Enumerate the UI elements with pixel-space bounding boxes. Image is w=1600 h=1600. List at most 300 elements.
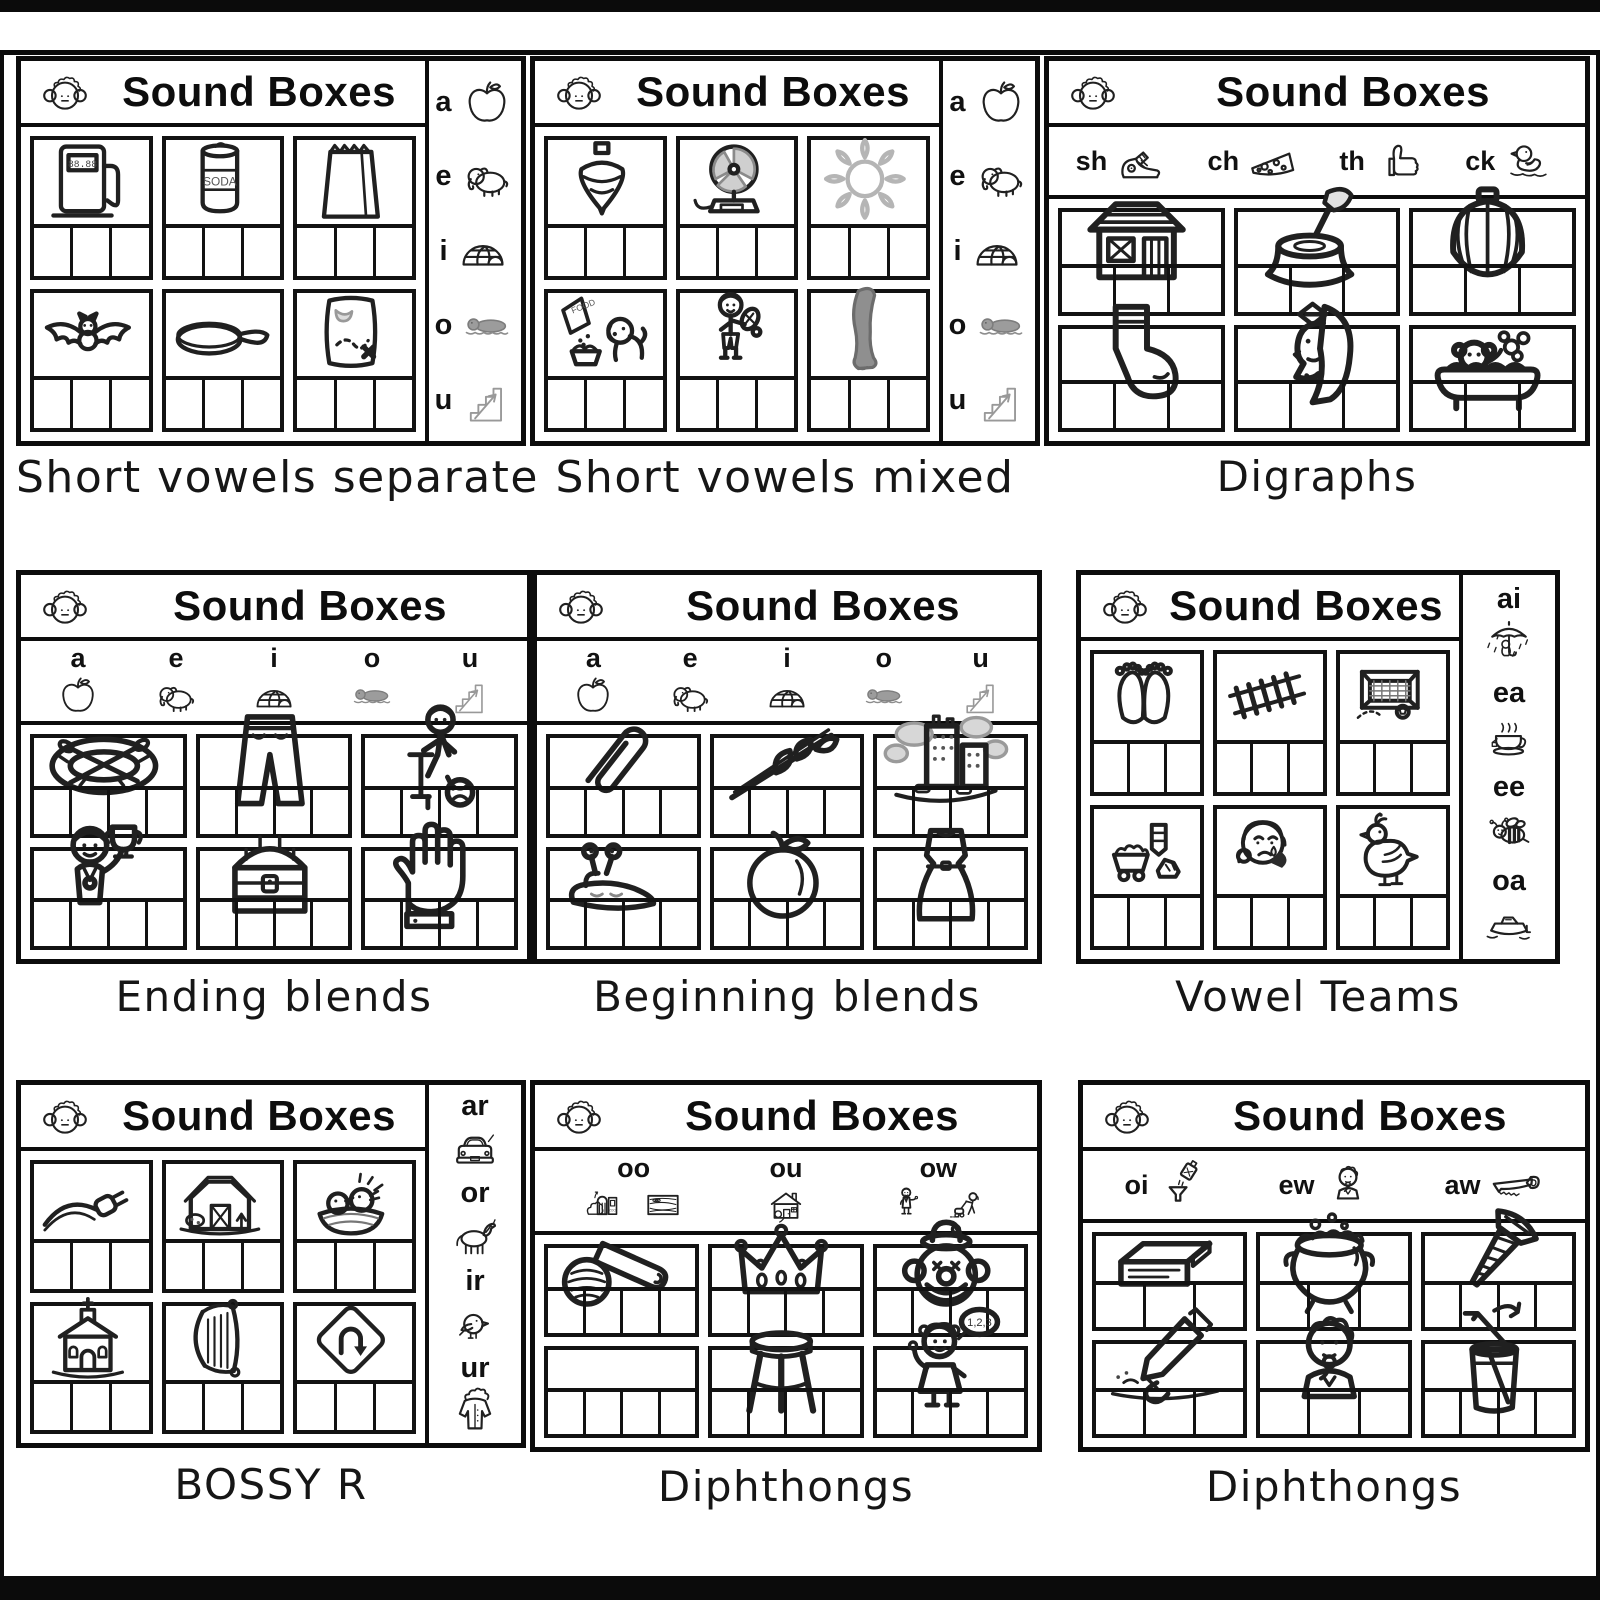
sound-box-row (1217, 894, 1323, 946)
sound-box-row (714, 898, 861, 946)
card-picture-count-girl (877, 1317, 1024, 1389)
card-sun (807, 136, 930, 280)
cards-grid (1083, 1223, 1585, 1447)
sound-box-row (1096, 1388, 1243, 1434)
sound-box (166, 380, 202, 428)
svg-text:FOOD: FOOD (569, 296, 597, 316)
sound-box (1518, 384, 1572, 428)
key-u (949, 373, 1030, 427)
card-picture-screw (1425, 1236, 1572, 1281)
key-label-ow: ow (919, 1152, 958, 1183)
card-rail-track (1213, 650, 1327, 796)
sound-box (34, 1243, 70, 1289)
card-chew-kid (1256, 1340, 1411, 1439)
feet-icon (1094, 644, 1200, 749)
cards-grid (535, 1235, 1037, 1447)
sound-box-row (1260, 1388, 1407, 1434)
card-picture-treasure-map (297, 293, 412, 377)
sound-box (1164, 744, 1200, 792)
panel-header (21, 61, 425, 127)
bat-icon (34, 278, 149, 391)
fan-icon (680, 125, 795, 238)
card-picture-plum (714, 851, 861, 899)
key-label-o: o (434, 309, 453, 342)
sound-box (659, 902, 696, 946)
panel-header (1083, 1085, 1585, 1151)
key-label-th: th (1339, 145, 1365, 176)
sound-box (1094, 744, 1127, 792)
card-feed-dog (544, 289, 667, 433)
key-label-a: a (949, 85, 966, 118)
sound-box (755, 380, 794, 428)
spinning-top-icon (548, 125, 663, 238)
sound-box (70, 228, 109, 276)
sound-box (34, 1384, 70, 1430)
sound-box-row (548, 1287, 695, 1333)
sound-box (548, 380, 584, 428)
panel-title: Sound Boxes (1169, 582, 1443, 629)
caption-short-vowels-separate: Short vowels separate (16, 452, 539, 503)
car-icon (447, 1121, 503, 1175)
key-label-a: a (70, 642, 86, 673)
caption-vowel-teams: Vowel Teams (1175, 972, 1461, 1021)
sound-box (166, 228, 202, 276)
sound-box (1164, 898, 1200, 946)
bird-icon (447, 1296, 503, 1350)
sound-box-row (34, 898, 183, 946)
key-e (435, 150, 514, 204)
panel-main (21, 61, 425, 441)
sound-box (1358, 1392, 1408, 1434)
monkey-icon (1063, 66, 1123, 118)
card-picture-scoop (548, 1248, 695, 1287)
cards-grid (1049, 199, 1585, 441)
key-label-oa: oa (1492, 864, 1526, 897)
monkey-icon (35, 66, 95, 118)
card-picture-shed (1062, 212, 1221, 264)
sound-box (584, 228, 623, 276)
monkey-icon (35, 1090, 95, 1142)
key-ar (447, 1091, 503, 1175)
cards-grid (1081, 641, 1459, 959)
card-picture-weep-girl (1217, 809, 1323, 895)
sound-box (202, 380, 241, 428)
sound-box-row (166, 376, 281, 428)
sound-box-row (1094, 894, 1200, 946)
sound-box (34, 228, 70, 276)
sound-box (109, 1384, 148, 1430)
sound-box-row (297, 224, 412, 276)
rain-umbrella-icon (1481, 614, 1537, 668)
key-label-aw: aw (1444, 1169, 1481, 1200)
sound-box (1287, 898, 1323, 946)
sound-box (949, 902, 986, 946)
sound-box (334, 1243, 373, 1289)
card-spinning-top (544, 136, 667, 280)
sound-box (1260, 1392, 1307, 1434)
card-bath-kid (1409, 325, 1576, 433)
sound-box (1307, 1392, 1357, 1434)
card-paper-bag (293, 136, 416, 280)
card-picture-feet (1094, 654, 1200, 740)
monkey-icon (549, 66, 609, 118)
sound-box-row (1340, 894, 1446, 946)
key-label-u: u (948, 383, 967, 416)
page-frame-divider (0, 50, 1600, 55)
panel-main (1081, 575, 1459, 959)
panel-title: Sound Boxes (122, 1092, 396, 1139)
sun-icon (811, 125, 926, 238)
card-picture-gas-pump (34, 140, 149, 224)
otter-icon (459, 298, 515, 352)
sound-box (712, 1392, 747, 1434)
sound-box-row (297, 376, 412, 428)
sound-box-row (811, 376, 926, 428)
sound-box (145, 902, 183, 946)
vowel-key-column (425, 1085, 521, 1443)
key-o (435, 298, 516, 352)
sound-box-row (877, 1388, 1024, 1434)
card-chest (196, 847, 353, 951)
card-count-girl (873, 1317, 1028, 1439)
key-label-sh: sh (1075, 145, 1108, 176)
card-picture-draw-hand (1096, 1344, 1243, 1389)
card-chin-girl (1234, 325, 1401, 433)
monkey-icon (551, 580, 611, 632)
key-label-ee: ee (1492, 770, 1526, 803)
pan-icon (166, 278, 281, 391)
gas-pump-icon (34, 125, 149, 238)
page-frame-bottom (0, 1576, 1600, 1600)
sound-box-row (548, 376, 663, 428)
sound-box (1340, 898, 1373, 946)
sound-box (848, 380, 887, 428)
sound-box-row (297, 1380, 412, 1430)
sound-box (334, 380, 373, 428)
sound-box (69, 902, 107, 946)
sound-box (987, 902, 1024, 946)
card-treasure-map (293, 289, 416, 433)
sound-box-row (34, 376, 149, 428)
sound-box (373, 1243, 412, 1289)
key-ir (447, 1266, 503, 1350)
quail-icon (1340, 799, 1446, 904)
sound-box (548, 1392, 583, 1434)
sound-box (716, 228, 755, 276)
key-label-o: o (875, 642, 893, 673)
sound-box (583, 1291, 621, 1333)
sound-box (622, 902, 659, 946)
sound-box (620, 1291, 658, 1333)
card-picture-straw-glass (1425, 1344, 1572, 1389)
cards-grid (21, 725, 527, 959)
card-goal-net (1336, 650, 1450, 796)
sound-box (70, 380, 109, 428)
panel-main (21, 1085, 425, 1443)
card-chirp-nest (293, 1160, 416, 1293)
card-picture-pump-kid (365, 738, 514, 786)
sound-box (811, 228, 847, 276)
card-bat (30, 289, 153, 433)
key-label-a: a (585, 642, 601, 673)
caption-ending-blends: Ending blends (115, 972, 433, 1021)
sound-box (680, 380, 716, 428)
key-label-u: u (461, 642, 479, 673)
sound-box (476, 902, 514, 946)
card-picture-harp (166, 1306, 281, 1381)
monkey-icon (35, 580, 95, 632)
sound-box (1459, 1392, 1497, 1434)
sound-box (241, 1243, 280, 1289)
sound-box-row (166, 1380, 281, 1430)
sound-box (297, 228, 333, 276)
sound-box (1127, 744, 1163, 792)
card-draw-hand (1092, 1340, 1247, 1439)
sound-box (811, 380, 847, 428)
sound-box (949, 1392, 987, 1434)
card-dress (873, 847, 1028, 951)
panel-title: Sound Boxes (686, 582, 960, 629)
card-pan (162, 289, 285, 433)
key-label-oo: oo (617, 1152, 651, 1183)
card-picture-cord-plug (34, 1164, 149, 1239)
sound-box (109, 380, 148, 428)
card-picture-turn-sign (297, 1306, 412, 1381)
sound-box (848, 228, 887, 276)
sound-box-row (1413, 380, 1572, 428)
sound-box (623, 380, 662, 428)
card-picture-twig (714, 738, 861, 786)
sound-box (70, 1243, 109, 1289)
key-label-o: o (363, 642, 381, 673)
card-picture-sun (811, 140, 926, 224)
sound-box-row (680, 376, 795, 428)
otter-icon (973, 298, 1029, 352)
card-straw-glass (1421, 1340, 1576, 1439)
caption-beginning-blends: Beginning blends (593, 972, 981, 1021)
card-picture-rail-track (1217, 654, 1323, 740)
panel-title: Sound Boxes (685, 1092, 959, 1139)
key-label-e: e (949, 160, 966, 193)
sound-box (241, 228, 280, 276)
sound-box-row (1094, 740, 1200, 792)
sound-box (1167, 384, 1221, 428)
sound-box (716, 380, 755, 428)
key-label-ea: ea (1492, 676, 1526, 709)
panel-ending-blends (16, 570, 532, 964)
sound-box-row (1425, 1388, 1572, 1434)
key-label-o: o (948, 309, 967, 342)
panel-beginning-blends (532, 570, 1042, 964)
fur-coat-icon (447, 1383, 503, 1437)
card-picture-crown (712, 1248, 859, 1287)
sound-box-row (1238, 380, 1397, 428)
caption-diphthongs-oo-ou-ow: Diphthongs (657, 1462, 915, 1511)
sound-box (241, 1384, 280, 1430)
key-label-e: e (435, 160, 452, 193)
key-oa (1481, 866, 1537, 950)
card-picture-raft (34, 738, 183, 786)
feed-dog-icon (548, 278, 663, 391)
key-label-ck: ck (1465, 145, 1496, 176)
sound-box (235, 902, 273, 946)
sound-box (748, 902, 785, 946)
sound-box (877, 1392, 912, 1434)
sound-box (1193, 1392, 1243, 1434)
stairs-up-icon (973, 373, 1029, 427)
panel-header (537, 575, 1037, 641)
monkey-icon (549, 1090, 609, 1142)
bee-icon (1481, 802, 1537, 856)
sound-box (658, 1291, 696, 1333)
leg-icon (811, 278, 926, 391)
key-or (447, 1178, 503, 1262)
sound-box (297, 380, 333, 428)
sound-box (365, 902, 400, 946)
stairs-up-icon (459, 373, 515, 427)
sound-box (822, 1392, 860, 1434)
svg-text:1,2,3: 1,2,3 (966, 1317, 992, 1330)
caption-bossy-r: BOSSY R (174, 1460, 368, 1509)
sound-box (1217, 898, 1250, 946)
sound-box-row (34, 224, 149, 276)
card-harp (162, 1302, 285, 1435)
sound-box (202, 1243, 241, 1289)
sound-box (202, 228, 241, 276)
sound-box-row (1062, 380, 1221, 428)
key-label-i: i (953, 234, 962, 267)
panel-header (21, 1085, 425, 1151)
cards-grid (21, 127, 425, 441)
sound-box (1113, 384, 1167, 428)
sound-box (1250, 898, 1286, 946)
card-picture-spinning-top (548, 140, 663, 224)
key-label-oi: oi (1124, 1169, 1149, 1200)
key-ea (1481, 678, 1537, 762)
card-picture-chew-kid (1260, 1344, 1407, 1389)
sound-box (887, 380, 926, 428)
card-picture-champ-kid (34, 851, 183, 899)
sound-box-row (34, 1380, 149, 1430)
sound-box (583, 1392, 621, 1434)
igloo-icon (969, 224, 1025, 278)
card-gas-pump (30, 136, 153, 280)
sound-box (1127, 898, 1163, 946)
card-picture-clown (877, 1248, 1024, 1287)
card-sock (1058, 325, 1225, 433)
card-stool (708, 1346, 863, 1439)
sound-box (34, 380, 70, 428)
sound-box (438, 902, 476, 946)
card-picture-smog-city (877, 738, 1024, 786)
vowel-key-column (1459, 575, 1555, 959)
panel-diphthongs-oi-ew-aw (1078, 1080, 1590, 1452)
card-soda-can (162, 136, 285, 280)
sound-box (912, 902, 949, 946)
key-label-u: u (972, 642, 989, 673)
key-i (439, 224, 510, 278)
sound-box-row (1217, 740, 1323, 792)
card-cord-plug (30, 1160, 153, 1293)
svg-text:SODA: SODA (202, 174, 237, 189)
sound-box (1096, 1392, 1143, 1434)
apple-icon (973, 75, 1029, 129)
sound-box (1143, 1392, 1193, 1434)
card-picture-pan (166, 293, 281, 377)
igloo-icon (455, 224, 511, 278)
sound-box (620, 1392, 658, 1434)
sound-box (200, 902, 235, 946)
goal-net-icon (1340, 644, 1446, 749)
horse-icon (447, 1208, 503, 1262)
key-label-i: i (439, 234, 448, 267)
sound-box (714, 902, 748, 946)
key-label-u: u (434, 383, 453, 416)
elephant-icon (459, 150, 515, 204)
key-label-ar: ar (461, 1089, 489, 1122)
sound-box (877, 902, 911, 946)
vowel-key-column (939, 61, 1035, 441)
rail-track-icon (1217, 644, 1323, 749)
sound-box (584, 902, 621, 946)
card-church (30, 1302, 153, 1435)
card-coal-cart (1090, 805, 1204, 951)
key-ee (1481, 772, 1537, 856)
panel-main (535, 61, 939, 441)
key-label-ur: ur (460, 1352, 490, 1385)
card-picture-bat (34, 293, 149, 377)
soda-can-icon (166, 125, 281, 238)
card-champ-kid (30, 847, 187, 951)
sound-box (1340, 744, 1373, 792)
card-leg (807, 289, 930, 433)
sound-box-row (548, 224, 663, 276)
card-picture-stool (712, 1350, 859, 1389)
weep-girl-icon (1217, 799, 1323, 904)
panel-bossy-r (16, 1080, 526, 1448)
card-picture-quail (1340, 809, 1446, 895)
sound-box (70, 1384, 109, 1430)
card-picture-foil (1096, 1236, 1243, 1281)
sound-box (373, 228, 412, 276)
sound-box (334, 228, 373, 276)
panel-short-vowels-mixed (530, 56, 1040, 446)
sound-box (784, 1392, 822, 1434)
key-label-e: e (168, 642, 184, 673)
sound-box-row (1340, 740, 1446, 792)
sound-box (1534, 1392, 1572, 1434)
card-picture-hand (365, 851, 514, 899)
card-picture-tennis-kid (680, 293, 795, 377)
card-tennis-kid (676, 289, 799, 433)
card-picture-shell (1413, 212, 1572, 264)
sound-box (1373, 744, 1409, 792)
key-label-ir: ir (465, 1264, 485, 1297)
key-a (435, 75, 514, 129)
card-picture-goal-net (1340, 654, 1446, 740)
key-o (949, 298, 1030, 352)
sound-box (34, 902, 69, 946)
page-frame-right (1596, 50, 1600, 1600)
card-picture-chop-stump (1238, 212, 1397, 264)
sound-box (373, 380, 412, 428)
sound-box (887, 228, 926, 276)
sound-box (786, 902, 823, 946)
apple-icon (459, 75, 515, 129)
tennis-kid-icon (680, 278, 795, 391)
sound-box (310, 902, 348, 946)
monkey-icon (1095, 580, 1155, 632)
